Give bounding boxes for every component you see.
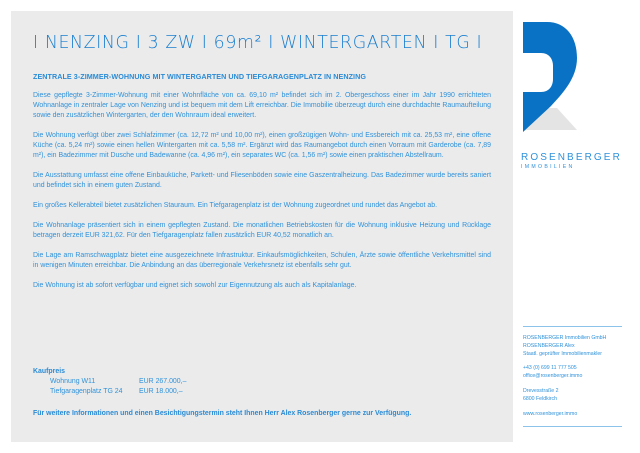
price-label: Tiefgaragenplatz TG 24: [50, 388, 123, 395]
contact-email[interactable]: office@rosenberger.immo: [523, 373, 583, 380]
contact-street: Drevesstraße 2: [523, 387, 559, 394]
contact-city: 6800 Feldkirch: [523, 395, 558, 402]
paragraph-location: Die Lage am Ramschwagplatz bietet eine ausgezeichnete Infrastruktur. Einkaufsmöglichkeiten, Schulen, Ärzte sowie öffentliche Verkehrsmittel sind in wenigen Minuten erreichbar. Die Anbindung an das überregionale Verkehrsnetz ist ebenfalls sehr gut.: [33, 252, 491, 269]
price-label: Wohnung W11: [50, 378, 96, 385]
contact-role: Staatl. geprüfter Immobilienmakler: [523, 350, 602, 357]
closing-text: Für weitere Informationen und einen Besichtigungstermin steht Ihnen Herr Alex Rosenberger gerne zur Verfügung.: [33, 410, 412, 417]
subtitle: ZENTRALE 3-ZIMMER-WOHNUNG MIT WINTERGARTEN UND TIEFGARAGENPLATZ IN NENZING: [33, 72, 366, 81]
paragraph-storage: Ein großes Kellerabteil bietet zusätzlichen Stauraum. Ein Tiefgaragenplatz ist der Wohnung zugeordnet und rundet das Angebot ab.: [33, 202, 438, 209]
contact-phone[interactable]: +43 (0) 699 11 777 505: [523, 365, 577, 372]
price-section: [33, 367, 493, 397]
contact-person: ROSENBERGER Alex: [523, 342, 575, 349]
brand-name: ROSENBERGER: [521, 152, 622, 163]
price-row: [33, 377, 493, 387]
paragraph-costs: Die Wohnanlage präsentiert sich in einem gepflegten Zustand. Die monatlichen Betriebskosten für die Wohnung inklusive Heizung und Rücklage betragen derzeit EUR 321,62. Für den Tiefgaragenplatz fallen zusätzlich EUR 40,52 monatlich an.: [33, 222, 491, 239]
description: [33, 91, 491, 291]
price-value: EUR 18.000,–: [139, 388, 183, 395]
contact-company: ROSENBERGER Immobilien GmbH: [523, 335, 607, 341]
contact-block: [523, 326, 622, 427]
brand-tagline: IMMOBILIEN: [521, 164, 575, 170]
paragraph-availability: Die Wohnung ist ab sofort verfügbar und eignet sich sowohl zur Eigennutzung als auch als Kapitalanlage.: [33, 282, 357, 289]
rosenberger-logo-icon: [521, 20, 581, 132]
brand-wordmark: [521, 152, 622, 170]
contact-website-link[interactable]: www.rosenberger.immo: [523, 410, 578, 417]
paragraph-equipment: Die Ausstattung umfasst eine offene Einbauküche, Parkett- und Fliesenböden sowie eine Gaszentralheizung. Das Badezimmer wurde bereits saniert und befindet sich in einem guten Zustand.: [33, 172, 491, 189]
paragraph-rooms: Die Wohnung verfügt über zwei Schlafzimmer (ca. 12,72 m² und 10,00 m²), einen großzügigen Wohn- und Essbereich mit ca. 25,53 m², eine offene Küche (ca. 5,24 m²) sowie einen hellen Wintergarten mit ca. 5,58 m². Ergänzt wird das Raumangebot durch einen Vorraum mit Garderobe (ca. 7,89 m²), ein Badezimmer mit Dusche und Badewanne (ca. 4,96 m²), ein separates WC (ca. 1,56 m²) sowie einen praktischen Abstellraum.: [33, 132, 491, 159]
paragraph-intro: Diese gepflegte 3-Zimmer-Wohnung mit einer Wohnfläche von ca. 69,10 m² befindet sich im 2. Obergeschoss einer im Jahr 1990 errichteten Wohnanlage in zentraler Lage von Nenzing und ist bequem mit dem Lift erreichbar. Die Immobilie überzeugt durch eine durchdachte Raumaufteilung sowie den zusätzlichen Wintergarten, der den Wohnraum ideal erweitert.: [33, 92, 491, 119]
price-row: [33, 387, 493, 397]
page-title: I NENZING I 3 ZW I 69m² I WINTERGARTEN I TG I: [33, 33, 483, 53]
price-value: EUR 267.000,–: [139, 378, 187, 385]
price-heading: Kaufpreis: [33, 368, 65, 375]
